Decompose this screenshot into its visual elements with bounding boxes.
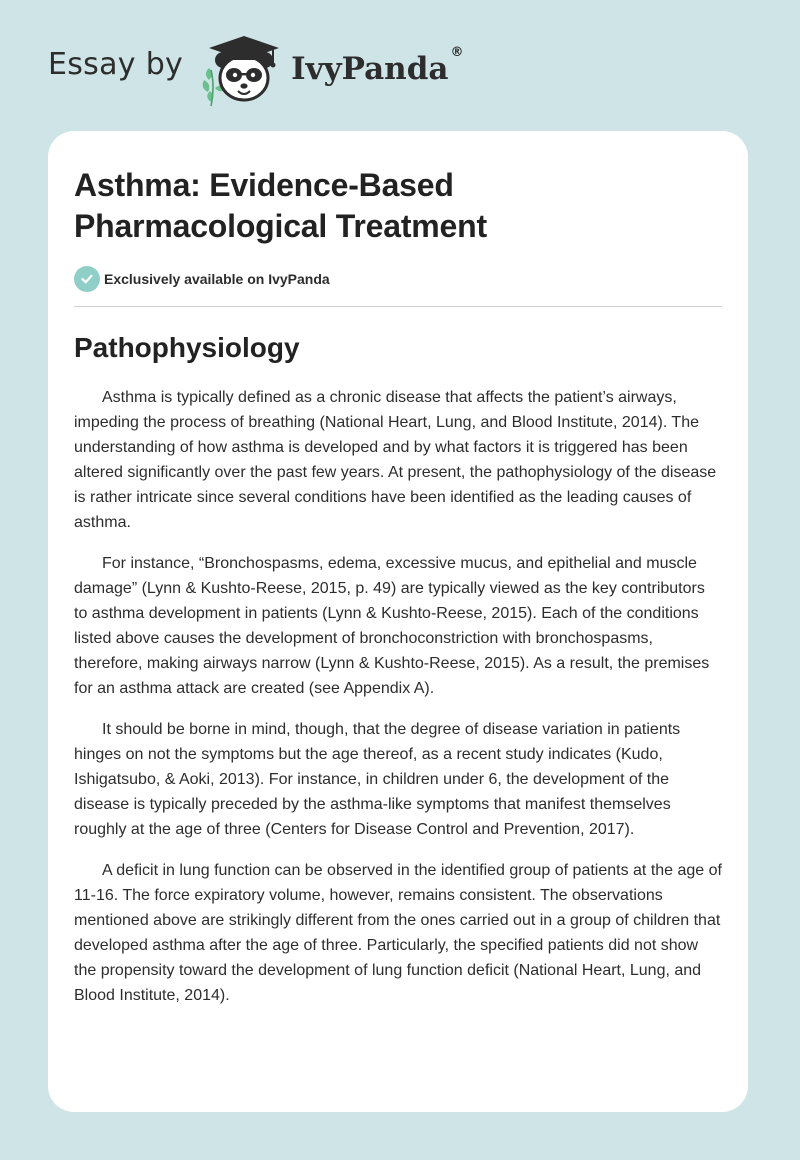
panda-graduate-icon [199, 30, 285, 110]
exclusive-badge [74, 265, 722, 293]
exclusive-badge-text: Exclusively available on IvyPanda [104, 271, 330, 287]
check-circle-icon [74, 266, 100, 292]
document-title-line-1: Asthma: Evidence-Based [74, 167, 454, 203]
paragraph-2: For instance, “Bronchospasms, edema, excessive mucus, and epithelial and muscle damage” (Lynn & Kushto-Reese, 2015, p. 49) are typically viewed as the key contributors to asthma development in patients (Lynn & Kushto-Reese, 2015). Each of the conditions listed above causes the development of bronchoconstriction with bronchospasms, therefore, making airways narrow (Lynn & Kushto-Reese, 2015). As a result, the premises for an asthma attack are created (see Appendix A). [74, 555, 710, 697]
document-title [74, 165, 722, 247]
brand-prefix: Essay by [48, 46, 184, 82]
paragraph-4: A deficit in lung function can be observed in the identified group of patients at the age of 11-16. The force expiratory volume, however, remains consistent. The observations mentioned above are strikingly different from the ones carried out in a group of children that developed asthma after the age of three. Particularly, the specified patients did not show the propensity toward the development of lung function deficit (National Heart, Lung, and Blood Institute, 2014). [74, 862, 722, 1004]
section-heading: Pathophysiology [74, 332, 300, 363]
document-title-line-2: Pharmacological Treatment [74, 208, 487, 244]
brand-name: IvyPanda ® [291, 45, 464, 87]
paragraph-1: Asthma is typically defined as a chronic disease that affects the patient’s airways, impeding the process of breathing (National Heart, Lung, and Blood Institute, 2014). The understanding of how asthma is developed and by what factors it is triggered has been altered significantly over the past few years. At present, the pathophysiology of the disease is rather intricate since several conditions have been identified as the leading causes of asthma. [74, 389, 717, 531]
divider [74, 306, 722, 307]
brand-logo[interactable] [48, 30, 464, 110]
registered-mark: ® [450, 45, 464, 60]
paragraph-3: It should be borne in mind, though, that the degree of disease variation in patients hinges on not the symptoms but the age thereof, as a recent study indicates (Kudo, Ishigatsubo, & Aoki, 2013). For instance, in children under 6, the development of the disease is typically preceded by the asthma-like symptoms that manifest themselves roughly at the age of three (Centers for Disease Control and Prevention, 2017). [74, 721, 681, 838]
essay-card [48, 131, 748, 1112]
